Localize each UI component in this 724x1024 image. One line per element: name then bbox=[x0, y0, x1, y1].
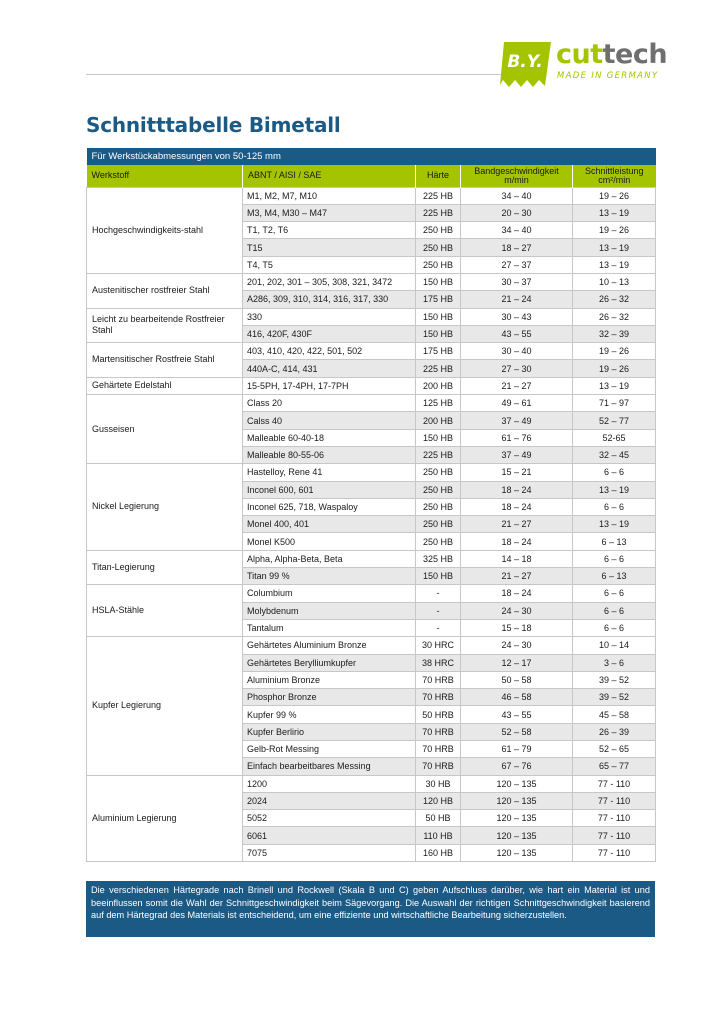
cut-rate-cell: 52-65 bbox=[573, 429, 656, 446]
hardness-cell: - bbox=[416, 585, 461, 602]
hardness-cell: 150 HB bbox=[416, 308, 461, 325]
band-speed-cell: 27 – 30 bbox=[461, 360, 573, 377]
hardness-cell: 250 HB bbox=[416, 239, 461, 256]
header-werkstoff: Werkstoff bbox=[87, 165, 243, 187]
band-speed-cell: 18 – 24 bbox=[461, 481, 573, 498]
table-row bbox=[87, 585, 656, 602]
cut-rate-cell: 32 – 45 bbox=[573, 446, 656, 463]
material-spec: A286, 309, 310, 314, 316, 317, 330 bbox=[243, 291, 416, 308]
band-speed-cell: 50 – 58 bbox=[461, 671, 573, 688]
cut-rate-cell: 77 - 110 bbox=[573, 775, 656, 792]
band-speed-cell: 46 – 58 bbox=[461, 689, 573, 706]
cut-rate-cell: 13 – 19 bbox=[573, 239, 656, 256]
band-speed-cell: 37 – 49 bbox=[461, 446, 573, 463]
band-speed-cell: 14 – 18 bbox=[461, 550, 573, 567]
cut-rate-cell: 13 – 19 bbox=[573, 377, 656, 394]
table-row bbox=[87, 637, 656, 654]
cut-rate-cell: 3 – 6 bbox=[573, 654, 656, 671]
table-row bbox=[87, 775, 656, 792]
material-spec: Molybdenum bbox=[243, 602, 416, 619]
company-logo bbox=[498, 38, 668, 96]
info-note: Die verschiedenen Härtegrade nach Brinell und Rockwell (Skala B und C) geben Aufschluss darüber, wie hart ein Material ist und beeinflussen somit die Wahl der Schnittgeschwindigkeit beim Sägevorgang. Die Auswahl der richtigen Schnittgeschwindigkeit basierend auf dem Härtegrad des Materials ist entscheidend, um eine effiziente und wirtschaftliche Bearbeitung sicherzustellen. bbox=[86, 881, 655, 937]
band-speed-cell: 67 – 76 bbox=[461, 758, 573, 775]
material-spec: 2024 bbox=[243, 792, 416, 809]
cut-rate-cell: 77 - 110 bbox=[573, 844, 656, 861]
brand-name: cuttech bbox=[556, 39, 668, 70]
material-spec: Monel K500 bbox=[243, 533, 416, 550]
cut-rate-cell: 6 – 6 bbox=[573, 464, 656, 481]
cut-rate-cell: 13 – 19 bbox=[573, 256, 656, 273]
cutting-table bbox=[86, 148, 655, 862]
hardness-cell: 70 HRB bbox=[416, 741, 461, 758]
band-speed-cell: 43 – 55 bbox=[461, 706, 573, 723]
hardness-cell: 125 HB bbox=[416, 395, 461, 412]
cut-rate-cell: 6 – 6 bbox=[573, 619, 656, 636]
cut-rate-cell: 39 – 52 bbox=[573, 689, 656, 706]
material-spec: Inconel 600, 601 bbox=[243, 481, 416, 498]
cut-rate-cell: 39 – 52 bbox=[573, 671, 656, 688]
band-speed-cell: 34 – 40 bbox=[461, 187, 573, 204]
svg-text:B.Y.: B.Y. bbox=[507, 52, 543, 72]
hardness-cell: 150 HB bbox=[416, 568, 461, 585]
material-spec: Hastelloy, Rene 41 bbox=[243, 464, 416, 481]
material-spec: 416, 420F, 430F bbox=[243, 325, 416, 342]
band-speed-cell: 30 – 37 bbox=[461, 273, 573, 290]
hardness-cell: 150 HB bbox=[416, 325, 461, 342]
hardness-cell: 70 HRB bbox=[416, 689, 461, 706]
material-spec: Aluminium Bronze bbox=[243, 671, 416, 688]
hardness-cell: 250 HB bbox=[416, 481, 461, 498]
material-spec: T4, T5 bbox=[243, 256, 416, 273]
cut-rate-cell: 45 – 58 bbox=[573, 706, 656, 723]
material-spec: Malleable 80-55-06 bbox=[243, 446, 416, 463]
hardness-cell: 150 HB bbox=[416, 429, 461, 446]
cut-rate-cell: 6 – 13 bbox=[573, 568, 656, 585]
material-spec: Alpha, Alpha-Beta, Beta bbox=[243, 550, 416, 567]
cut-rate-cell: 13 – 19 bbox=[573, 516, 656, 533]
cut-rate-cell: 26 – 32 bbox=[573, 308, 656, 325]
cut-rate-cell: 26 – 39 bbox=[573, 723, 656, 740]
material-spec: Titan 99 % bbox=[243, 568, 416, 585]
material-spec: Inconel 625, 718, Waspaloy bbox=[243, 498, 416, 515]
hardness-cell: 160 HB bbox=[416, 844, 461, 861]
band-speed-cell: 18 – 24 bbox=[461, 498, 573, 515]
hardness-cell: 225 HB bbox=[416, 360, 461, 377]
table-row bbox=[87, 187, 656, 204]
table-row bbox=[87, 550, 656, 567]
hardness-cell: 225 HB bbox=[416, 446, 461, 463]
hardness-cell: 110 HB bbox=[416, 827, 461, 844]
hardness-cell: 250 HB bbox=[416, 516, 461, 533]
cut-rate-cell: 13 – 19 bbox=[573, 204, 656, 221]
cut-rate-cell: 10 – 13 bbox=[573, 273, 656, 290]
material-spec: T1, T2, T6 bbox=[243, 222, 416, 239]
hardness-cell: 200 HB bbox=[416, 377, 461, 394]
band-speed-cell: 24 – 30 bbox=[461, 637, 573, 654]
material-spec: Calss 40 bbox=[243, 412, 416, 429]
band-speed-cell: 30 – 40 bbox=[461, 343, 573, 360]
band-speed-cell: 49 – 61 bbox=[461, 395, 573, 412]
hardness-cell: 70 HRB bbox=[416, 671, 461, 688]
material-group: Hochgeschwindigkeits-stahl bbox=[87, 187, 243, 273]
material-spec: Kupfer 99 % bbox=[243, 706, 416, 723]
hardness-cell: 250 HB bbox=[416, 533, 461, 550]
table-row bbox=[87, 308, 656, 325]
band-speed-cell: 21 – 27 bbox=[461, 377, 573, 394]
cut-rate-cell: 19 – 26 bbox=[573, 187, 656, 204]
hardness-cell: 175 HB bbox=[416, 343, 461, 360]
cut-rate-cell: 52 – 65 bbox=[573, 741, 656, 758]
hardness-cell: 250 HB bbox=[416, 256, 461, 273]
material-spec: Monel 400, 401 bbox=[243, 516, 416, 533]
header-bandgeschwindigkeit: Bandgeschwindigkeit m/min bbox=[461, 165, 573, 187]
material-spec: Gehärtetes Aluminium Bronze bbox=[243, 637, 416, 654]
hardness-cell: 225 HB bbox=[416, 204, 461, 221]
cut-rate-cell: 19 – 26 bbox=[573, 222, 656, 239]
band-speed-cell: 34 – 40 bbox=[461, 222, 573, 239]
cut-rate-cell: 6 – 6 bbox=[573, 585, 656, 602]
band-speed-cell: 61 – 76 bbox=[461, 429, 573, 446]
hardness-cell: 120 HB bbox=[416, 792, 461, 809]
hardness-cell: 30 HB bbox=[416, 775, 461, 792]
band-speed-cell: 20 – 30 bbox=[461, 204, 573, 221]
cut-rate-cell: 6 – 6 bbox=[573, 550, 656, 567]
header-haerte: Härte bbox=[416, 165, 461, 187]
band-speed-cell: 15 – 21 bbox=[461, 464, 573, 481]
material-spec: 5052 bbox=[243, 810, 416, 827]
band-speed-cell: 21 – 24 bbox=[461, 291, 573, 308]
band-speed-cell: 120 – 135 bbox=[461, 827, 573, 844]
cut-rate-cell: 26 – 32 bbox=[573, 291, 656, 308]
table-row bbox=[87, 464, 656, 481]
hardness-cell: 70 HRB bbox=[416, 758, 461, 775]
material-spec: Phosphor Bronze bbox=[243, 689, 416, 706]
hardness-cell: 250 HB bbox=[416, 464, 461, 481]
hardness-cell: 325 HB bbox=[416, 550, 461, 567]
material-spec: 201, 202, 301 – 305, 308, 321, 3472 bbox=[243, 273, 416, 290]
brand-slogan: MADE IN GERMANY bbox=[557, 71, 659, 81]
material-group: Kupfer Legierung bbox=[87, 637, 243, 775]
cut-rate-cell: 10 – 14 bbox=[573, 637, 656, 654]
header-divider bbox=[86, 74, 506, 75]
table-row bbox=[87, 273, 656, 290]
material-group: Aluminium Legierung bbox=[87, 775, 243, 861]
band-speed-cell: 37 – 49 bbox=[461, 412, 573, 429]
band-speed-cell: 18 – 27 bbox=[461, 239, 573, 256]
cut-rate-cell: 32 – 39 bbox=[573, 325, 656, 342]
band-speed-cell: 30 – 43 bbox=[461, 308, 573, 325]
material-spec: 15-5PH, 17-4PH, 17-7PH bbox=[243, 377, 416, 394]
band-speed-cell: 21 – 27 bbox=[461, 568, 573, 585]
hardness-cell: 250 HB bbox=[416, 222, 461, 239]
hardness-cell: 150 HB bbox=[416, 273, 461, 290]
cut-rate-cell: 52 – 77 bbox=[573, 412, 656, 429]
hardness-cell: 30 HRC bbox=[416, 637, 461, 654]
material-group: Gehärtete Edelstahl bbox=[87, 377, 243, 394]
material-group: Martensitischer Rostfreie Stahl bbox=[87, 343, 243, 378]
cut-rate-cell: 19 – 26 bbox=[573, 360, 656, 377]
material-spec: Class 20 bbox=[243, 395, 416, 412]
hardness-cell: - bbox=[416, 619, 461, 636]
cut-rate-cell: 77 - 110 bbox=[573, 792, 656, 809]
cut-rate-cell: 6 – 6 bbox=[573, 602, 656, 619]
cut-rate-cell: 77 - 110 bbox=[573, 810, 656, 827]
cut-rate-cell: 77 - 110 bbox=[573, 827, 656, 844]
cut-rate-cell: 71 – 97 bbox=[573, 395, 656, 412]
band-speed-cell: 12 – 17 bbox=[461, 654, 573, 671]
material-group: Nickel Legierung bbox=[87, 464, 243, 550]
band-speed-cell: 21 – 27 bbox=[461, 516, 573, 533]
band-speed-cell: 120 – 135 bbox=[461, 810, 573, 827]
hardness-cell: 50 HRB bbox=[416, 706, 461, 723]
hardness-cell: 225 HB bbox=[416, 187, 461, 204]
hardness-cell: 175 HB bbox=[416, 291, 461, 308]
band-speed-cell: 18 – 24 bbox=[461, 585, 573, 602]
hardness-cell: 38 HRC bbox=[416, 654, 461, 671]
table-caption: Für Werkstückabmessungen von 50-125 mm bbox=[87, 148, 656, 165]
cut-rate-cell: 19 – 26 bbox=[573, 343, 656, 360]
table-row bbox=[87, 377, 656, 394]
material-spec: T15 bbox=[243, 239, 416, 256]
material-spec: 6061 bbox=[243, 827, 416, 844]
hardness-cell: - bbox=[416, 602, 461, 619]
material-spec: Gehärtetes Berylliumkupfer bbox=[243, 654, 416, 671]
cut-rate-cell: 6 – 6 bbox=[573, 498, 656, 515]
material-spec: 403, 410, 420, 422, 501, 502 bbox=[243, 343, 416, 360]
header-schnittleistung: Schnittleistung cm²/min bbox=[573, 165, 656, 187]
band-speed-cell: 120 – 135 bbox=[461, 792, 573, 809]
material-spec: 330 bbox=[243, 308, 416, 325]
page-title: Schnitttabelle Bimetall bbox=[86, 113, 341, 137]
cut-rate-cell: 6 – 13 bbox=[573, 533, 656, 550]
material-group: Austenitischer rostfreier Stahl bbox=[87, 273, 243, 308]
material-spec: Columbium bbox=[243, 585, 416, 602]
material-spec: Malleable 60-40-18 bbox=[243, 429, 416, 446]
material-spec: Kupfer Berlirio bbox=[243, 723, 416, 740]
band-speed-cell: 61 – 79 bbox=[461, 741, 573, 758]
material-spec: Tantalum bbox=[243, 619, 416, 636]
band-speed-cell: 120 – 135 bbox=[461, 844, 573, 861]
band-speed-cell: 15 – 18 bbox=[461, 619, 573, 636]
material-spec: M3, M4, M30 – M47 bbox=[243, 204, 416, 221]
material-spec: 440A-C, 414, 431 bbox=[243, 360, 416, 377]
material-group: Titan-Legierung bbox=[87, 550, 243, 585]
table-row bbox=[87, 343, 656, 360]
material-group: Gusseisen bbox=[87, 395, 243, 464]
header-abnt: ABNT / AISI / SAE bbox=[243, 165, 416, 187]
material-group: HSLA-Stähle bbox=[87, 585, 243, 637]
material-spec: M1, M2, M7, M10 bbox=[243, 187, 416, 204]
hardness-cell: 250 HB bbox=[416, 498, 461, 515]
hardness-cell: 200 HB bbox=[416, 412, 461, 429]
material-group: Leicht zu bearbeitende Rostfreier Stahl bbox=[87, 308, 243, 343]
band-speed-cell: 24 – 30 bbox=[461, 602, 573, 619]
band-speed-cell: 52 – 58 bbox=[461, 723, 573, 740]
material-spec: Gelb-Rot Messing bbox=[243, 741, 416, 758]
hardness-cell: 70 HRB bbox=[416, 723, 461, 740]
material-spec: Einfach bearbeitbares Messing bbox=[243, 758, 416, 775]
band-speed-cell: 43 – 55 bbox=[461, 325, 573, 342]
material-spec: 7075 bbox=[243, 844, 416, 861]
table-row bbox=[87, 395, 656, 412]
material-spec: 1200 bbox=[243, 775, 416, 792]
cut-rate-cell: 13 – 19 bbox=[573, 481, 656, 498]
band-speed-cell: 27 – 37 bbox=[461, 256, 573, 273]
band-speed-cell: 120 – 135 bbox=[461, 775, 573, 792]
band-speed-cell: 18 – 24 bbox=[461, 533, 573, 550]
cut-rate-cell: 65 – 77 bbox=[573, 758, 656, 775]
by-badge-logo bbox=[498, 40, 553, 92]
hardness-cell: 50 HB bbox=[416, 810, 461, 827]
